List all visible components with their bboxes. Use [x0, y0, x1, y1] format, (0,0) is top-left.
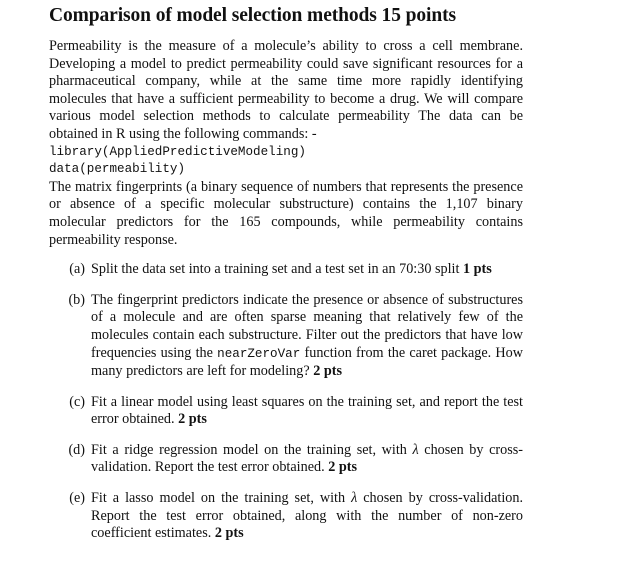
item-body — [91, 442, 523, 477]
item-body — [91, 490, 523, 543]
points-badge: 2 pts — [214, 525, 244, 542]
item-text: Fit a linear model using least squares on the training set, and report the test error obtained. — [91, 393, 523, 428]
assignment-page — [49, 4, 523, 556]
item-text: Fit a lasso model on the training set, with — [91, 490, 352, 507]
intro-section — [49, 38, 523, 249]
code-line-data: data(permeability) — [49, 162, 186, 177]
item-text: chosen by cross-validation. Report the test error obtained, along with the number of non-zero coefficient estimates. — [91, 490, 523, 542]
item-label: (a) — [69, 261, 85, 278]
lambda-symbol: λ — [351, 490, 358, 507]
item-text: chosen by cross-validation. Report the test error obtained. — [91, 441, 524, 476]
code-line-library: library(AppliedPredictiveModeling) — [49, 144, 306, 159]
list-item — [49, 261, 523, 279]
item-body — [91, 394, 523, 429]
item-body — [91, 292, 523, 381]
item-text: function from the caret package. How many predictors are left for modeling? — [91, 344, 523, 380]
item-text: Split the data set into a training set and a test set in an 70:30 split — [91, 261, 463, 278]
page-title: Comparison of model selection methods 15 points — [49, 5, 456, 26]
list-item — [49, 394, 523, 429]
points-badge: 2 pts — [313, 363, 342, 380]
list-item — [49, 292, 523, 381]
fingerprints-paragraph: The matrix fingerprints (a binary sequence of numbers that represents the presence or absence of a specific molecular substructure) contains the 1,107 binary molecular predictors for the 165 compounds, while permeability contains permeability response. — [49, 178, 523, 248]
question-list — [49, 261, 523, 543]
function-name: nearZeroVar — [217, 346, 301, 361]
item-text: Fit a ridge regression model on the training set, with — [91, 441, 413, 458]
item-body — [91, 261, 523, 279]
points-badge: 2 pts — [328, 459, 357, 476]
points-badge: 2 pts — [178, 411, 207, 428]
item-label: (b) — [68, 291, 85, 308]
item-text: The fingerprint predictors indicate the presence or absence of substructures of a molecule and are often sparse meaning that relatively few of the molecules contain each substructure. Filter out the predictors that have low frequencies using the — [91, 291, 523, 361]
list-item — [49, 442, 523, 477]
list-item — [49, 490, 523, 543]
lambda-symbol: λ — [412, 441, 419, 458]
intro-paragraph: Permeability is the measure of a molecule’s ability to cross a cell membrane. Developing a model to predict permeability could save significant resources for a pharmaceutical company, while at the same time more rapidly identifying molecules that have a sufficient permeability to become a drug. We will compare various model selection methods to calculate permeability The data can be obtained in R using the following commands: - — [49, 38, 523, 142]
item-label: (d) — [68, 441, 85, 458]
item-label: (e) — [69, 490, 85, 507]
item-label: (c) — [69, 393, 85, 410]
points-badge: 1 pts — [462, 261, 492, 278]
